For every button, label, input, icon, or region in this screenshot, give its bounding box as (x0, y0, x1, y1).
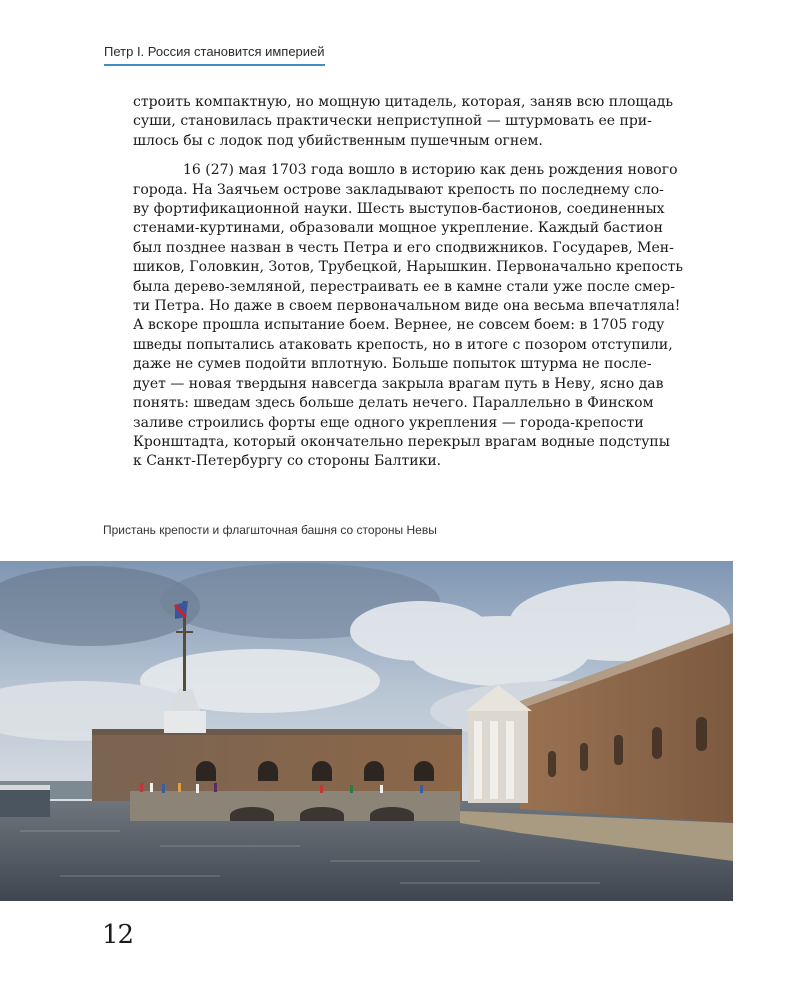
text-line: к Санкт-Петербургу со стороны Балтики. (133, 453, 442, 470)
text-line: суши, становилась практически неприступной — штурмовать ее при- (133, 113, 652, 130)
paragraph-2 (133, 161, 693, 472)
text-line: была дерево-земляной, перестраивать ее в камне стали уже после смер- (133, 278, 675, 295)
boat-pavilion (0, 789, 50, 817)
fortress-photo (0, 561, 733, 901)
running-head (104, 44, 325, 66)
text-line: стенами-куртинами, образовали мощное укрепление. Каждый бастион (133, 220, 663, 237)
text-line: 16 (27) мая 1703 года вошло в историю как день рождения нового (183, 162, 678, 179)
text-line: понять: шведам здесь больше делать нечего. Параллельно в Финском (133, 395, 654, 412)
text-line: даже не сумев подойти вплотную. Больше попыток штурма не после- (133, 356, 652, 373)
running-head-title: Петр I. Россия становится империей (104, 44, 325, 59)
body-text (133, 93, 693, 472)
text-line: города. На Заячьем острове закладывают крепость по последнему сло- (133, 181, 664, 198)
pier-arches (230, 807, 414, 821)
text-line: ти Петра. Но даже в своем первоначальном виде она весьма впечатляла! (133, 298, 681, 315)
text-line: шиков, Головкин, Зотов, Трубецкой, Нарышкин. Первоначально крепость (133, 259, 684, 276)
text-line: ву фортификационной науки. Шесть выступов-бастионов, соединенных (133, 201, 665, 218)
page-number: 12 (102, 920, 134, 950)
text-line: строить компактную, но мощную цитадель, которая, заняв всю площадь (133, 94, 674, 110)
text-line: шлось бы с лодок под убийственным пушечным огнем. (133, 132, 543, 149)
text-line: заливе строились форты еще одного укрепления — города-крепости (133, 414, 644, 431)
figure-caption: Пристань крепости и флагшточная башня со стороны Невы (103, 523, 437, 537)
text-line: Кронштадта, который окончательно перекрыл врагам водные подступы (133, 433, 670, 450)
text-line: был позднее назван в честь Петра и его сподвижников. Государев, Мен- (133, 239, 674, 256)
paragraph-1 (133, 93, 693, 151)
text-line: А вскоре прошла испытание боем. Вернее, не совсем боем: в 1705 году (133, 317, 665, 334)
text-line: дует — новая твердыня навсегда закрыла врагам путь в Неву, ясно дав (133, 375, 664, 392)
text-line: шведы попытались атаковать крепость, но в итоге с позором отступили, (133, 336, 673, 353)
